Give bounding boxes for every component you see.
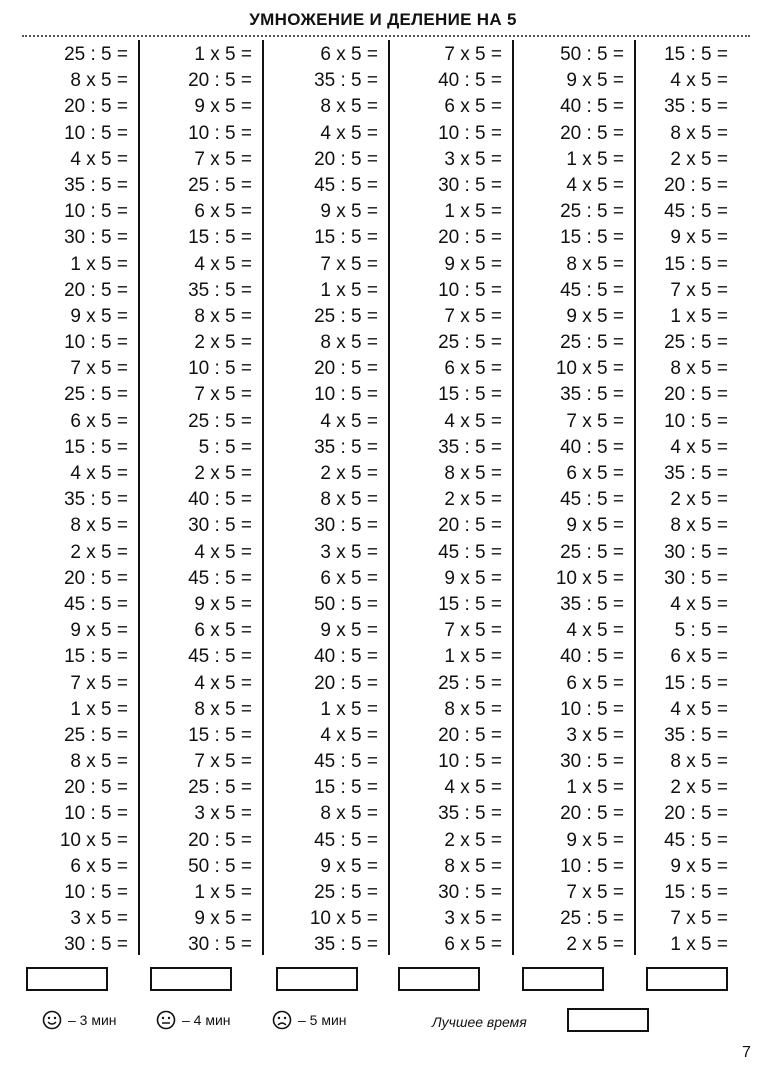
exercise-item: 25 : 5 = — [438, 332, 502, 354]
exercise-item: 9 x 5 = — [194, 593, 252, 615]
exercise-item: 4 x 5 = — [444, 410, 502, 432]
exercise-item: 25 : 5 = — [560, 908, 624, 930]
exercise-item: 6 x 5 = — [320, 44, 378, 65]
exercise-item: 50 : 5 = — [188, 855, 252, 877]
exercise-item: 6 x 5 = — [444, 96, 502, 118]
exercise-item: 45 : 5 = — [314, 751, 378, 773]
exercise-item: 2 x 5 = — [670, 148, 728, 170]
exercise-item: 2 x 5 = — [670, 489, 728, 511]
exercise-item: 45 : 5 = — [314, 174, 378, 196]
smiley-happy-icon — [42, 1010, 62, 1030]
time-answer-box-3[interactable] — [276, 967, 358, 991]
exercise-item: 3 x 5 = — [194, 803, 252, 825]
exercise-item: 40 : 5 = — [314, 646, 378, 668]
exercise-item: 1 x 5 = — [670, 934, 728, 956]
exercise-item: 8 x 5 = — [70, 70, 128, 92]
exercise-item: 9 x 5 = — [320, 855, 378, 877]
exercise-item: 9 x 5 = — [320, 620, 378, 642]
exercise-item: 4 x 5 = — [70, 463, 128, 484]
exercise-item: 40 : 5 = — [560, 96, 624, 118]
exercise-item: 20 : 5 = — [438, 724, 502, 746]
exercise-item: 10 x 5 = — [59, 829, 128, 851]
exercise-item: 10 : 5 = — [438, 751, 502, 773]
exercise-item: 6 x 5 = — [194, 201, 252, 223]
exercise-item: 10 : 5 = — [560, 698, 624, 720]
exercise-item: 4 x 5 = — [320, 724, 378, 746]
exercise-item: 1 x 5 = — [566, 148, 624, 170]
exercise-item: 20 : 5 = — [64, 96, 128, 118]
legend-label-3-min: – 3 мин — [68, 1012, 117, 1028]
exercise-item: 5 : 5 = — [198, 436, 252, 458]
best-time-label: Лучшее время — [432, 1014, 527, 1030]
exercise-item: 8 x 5 = — [444, 463, 502, 484]
exercise-item: 4 x 5 = — [320, 122, 378, 144]
exercise-item: 30 : 5 = — [438, 174, 502, 196]
exercise-item: 20 : 5 = — [314, 148, 378, 170]
exercise-item: 10 x 5 = — [309, 908, 378, 930]
exercise-item: 35 : 5 = — [64, 489, 128, 511]
exercise-item: 15 : 5 = — [64, 646, 128, 668]
exercise-item: 25 : 5 = — [438, 672, 502, 694]
exercise-column-6 — [636, 40, 740, 955]
exercise-item: 7 x 5 = — [194, 384, 252, 406]
exercise-item: 8 x 5 = — [444, 698, 502, 720]
exercise-item: 3 x 5 = — [320, 541, 378, 563]
exercise-item: 25 : 5 = — [314, 305, 378, 327]
exercise-item: 10 : 5 = — [64, 201, 128, 223]
exercise-item: 2 x 5 = — [70, 541, 128, 563]
exercise-column-2 — [140, 40, 264, 955]
exercise-item: 8 x 5 = — [566, 253, 624, 275]
exercise-item: 8 x 5 = — [194, 305, 252, 327]
exercise-item: 15 : 5 = — [438, 593, 502, 615]
exercise-item: 25 : 5 = — [560, 201, 624, 223]
exercise-item: 25 : 5 = — [188, 777, 252, 799]
exercise-item: 6 x 5 = — [194, 620, 252, 642]
exercise-item: 6 x 5 = — [566, 463, 624, 484]
exercise-item: 6 x 5 = — [444, 358, 502, 380]
exercise-item: 20 : 5 = — [438, 227, 502, 249]
exercise-item: 15 : 5 = — [188, 724, 252, 746]
exercise-item: 45 : 5 = — [64, 593, 128, 615]
exercise-item: 1 x 5 = — [566, 777, 624, 799]
exercise-item: 45 : 5 = — [188, 567, 252, 589]
exercise-item: 7 x 5 = — [194, 148, 252, 170]
exercise-item: 15 : 5 = — [314, 777, 378, 799]
exercise-item: 35 : 5 = — [560, 593, 624, 615]
exercise-item: 20 : 5 = — [664, 384, 728, 406]
exercise-item: 3 x 5 = — [444, 908, 502, 930]
exercise-item: 4 x 5 = — [320, 410, 378, 432]
exercise-item: 45 : 5 = — [664, 201, 728, 223]
exercise-item: 4 x 5 = — [566, 174, 624, 196]
exercise-item: 9 x 5 = — [444, 253, 502, 275]
exercise-item: 35 : 5 = — [664, 463, 728, 484]
time-answer-box-4[interactable] — [398, 967, 480, 991]
exercise-item: 4 x 5 = — [670, 593, 728, 615]
exercise-item: 30 : 5 = — [314, 515, 378, 537]
exercise-item: 7 x 5 = — [444, 305, 502, 327]
exercise-item: 9 x 5 = — [70, 620, 128, 642]
exercise-item: 10 : 5 = — [188, 122, 252, 144]
exercise-item: 10 : 5 = — [664, 410, 728, 432]
exercise-item: 40 : 5 = — [438, 70, 502, 92]
exercise-item: 6 x 5 = — [320, 567, 378, 589]
exercise-item: 10 : 5 = — [64, 882, 128, 903]
exercise-item: 8 x 5 = — [670, 122, 728, 144]
exercise-item: 30 : 5 = — [64, 934, 128, 956]
legend-label-4-min: – 4 мин — [182, 1012, 231, 1028]
exercise-item: 4 x 5 = — [670, 70, 728, 92]
exercise-column-4 — [390, 40, 514, 955]
exercise-item: 10 : 5 = — [314, 384, 378, 406]
exercise-item: 35 : 5 = — [188, 279, 252, 301]
exercise-item: 6 x 5 = — [566, 672, 624, 694]
exercise-item: 2 x 5 = — [194, 463, 252, 484]
exercise-item: 30 : 5 = — [664, 567, 728, 589]
exercise-columns — [0, 40, 766, 955]
exercise-item: 6 x 5 = — [444, 934, 502, 956]
exercise-item: 15 : 5 = — [438, 384, 502, 406]
exercise-item: 20 : 5 = — [314, 672, 378, 694]
exercise-item: 20 : 5 = — [188, 829, 252, 851]
exercise-item: 4 x 5 = — [70, 148, 128, 170]
exercise-item: 25 : 5 = — [314, 882, 378, 903]
exercise-item: 1 x 5 = — [70, 698, 128, 720]
exercise-item: 10 : 5 = — [64, 122, 128, 144]
exercise-item: 3 x 5 = — [70, 908, 128, 930]
exercise-item: 6 x 5 = — [70, 855, 128, 877]
exercise-item: 45 : 5 = — [438, 541, 502, 563]
exercise-item: 10 : 5 = — [438, 279, 502, 301]
exercise-item: 4 x 5 = — [194, 541, 252, 563]
exercise-item: 9 x 5 = — [566, 305, 624, 327]
exercise-item: 20 : 5 = — [64, 777, 128, 799]
exercise-item: 3 x 5 = — [444, 148, 502, 170]
exercise-item: 7 x 5 = — [444, 620, 502, 642]
title-dotted-rule — [22, 35, 750, 37]
exercise-item: 45 : 5 = — [560, 489, 624, 511]
best-time-box[interactable] — [567, 1008, 649, 1032]
exercise-item: 2 x 5 = — [320, 463, 378, 484]
exercise-item: 50 : 5 = — [560, 44, 624, 65]
exercise-item: 35 : 5 = — [314, 70, 378, 92]
time-answer-box-6[interactable] — [646, 967, 728, 991]
time-answer-box-1[interactable] — [26, 967, 108, 991]
exercise-item: 20 : 5 = — [560, 122, 624, 144]
exercise-item: 20 : 5 = — [664, 803, 728, 825]
exercise-item: 25 : 5 = — [560, 332, 624, 354]
smiley-neutral-icon — [156, 1010, 176, 1030]
time-answer-box-2[interactable] — [150, 967, 232, 991]
exercise-item: 9 x 5 = — [670, 227, 728, 249]
exercise-item: 25 : 5 = — [64, 724, 128, 746]
exercise-item: 4 x 5 = — [670, 698, 728, 720]
exercise-item: 1 x 5 = — [320, 698, 378, 720]
exercise-item: 4 x 5 = — [444, 777, 502, 799]
exercise-item: 7 x 5 = — [566, 410, 624, 432]
exercise-item: 20 : 5 = — [438, 515, 502, 537]
exercise-item: 2 x 5 = — [566, 934, 624, 956]
exercise-item: 10 x 5 = — [555, 567, 624, 589]
exercise-item: 1 x 5 = — [194, 44, 252, 65]
exercise-item: 8 x 5 = — [670, 358, 728, 380]
exercise-item: 2 x 5 = — [670, 777, 728, 799]
exercise-item: 1 x 5 = — [444, 646, 502, 668]
exercise-item: 35 : 5 = — [664, 96, 728, 118]
exercise-item: 7 x 5 = — [670, 279, 728, 301]
exercise-item: 20 : 5 = — [664, 174, 728, 196]
exercise-item: 1 x 5 = — [320, 279, 378, 301]
exercise-item: 20 : 5 = — [64, 279, 128, 301]
exercise-item: 25 : 5 = — [664, 332, 728, 354]
exercise-item: 6 x 5 = — [670, 646, 728, 668]
exercise-item: 9 x 5 = — [670, 855, 728, 877]
exercise-item: 40 : 5 = — [560, 436, 624, 458]
exercise-item: 35 : 5 = — [314, 934, 378, 956]
page-number: 7 — [742, 1044, 751, 1061]
exercise-item: 7 x 5 = — [566, 882, 624, 903]
exercise-item: 20 : 5 = — [188, 70, 252, 92]
exercise-item: 9 x 5 = — [566, 515, 624, 537]
exercise-item: 8 x 5 = — [70, 751, 128, 773]
exercise-item: 3 x 5 = — [566, 724, 624, 746]
exercise-item: 8 x 5 = — [320, 803, 378, 825]
exercise-item: 1 x 5 = — [670, 305, 728, 327]
time-legend — [0, 1008, 766, 1038]
exercise-item: 10 x 5 = — [555, 358, 624, 380]
exercise-item: 4 x 5 = — [566, 620, 624, 642]
exercise-item: 35 : 5 = — [560, 384, 624, 406]
exercise-item: 30 : 5 = — [188, 934, 252, 956]
exercise-item: 35 : 5 = — [64, 174, 128, 196]
exercise-item: 10 : 5 = — [560, 855, 624, 877]
exercise-column-1 — [18, 40, 140, 955]
exercise-item: 10 : 5 = — [64, 803, 128, 825]
exercise-item: 9 x 5 = — [566, 70, 624, 92]
exercise-item: 25 : 5 = — [188, 410, 252, 432]
exercise-item: 15 : 5 = — [314, 227, 378, 249]
exercise-item: 9 x 5 = — [444, 567, 502, 589]
exercise-item: 45 : 5 = — [560, 279, 624, 301]
exercise-item: 10 : 5 = — [64, 332, 128, 354]
exercise-item: 30 : 5 = — [438, 882, 502, 903]
exercise-item: 45 : 5 = — [188, 646, 252, 668]
exercise-item: 7 x 5 = — [194, 751, 252, 773]
exercise-item: 30 : 5 = — [64, 227, 128, 249]
exercise-item: 40 : 5 = — [188, 489, 252, 511]
exercise-item: 7 x 5 = — [70, 672, 128, 694]
exercise-item: 8 x 5 = — [320, 489, 378, 511]
exercise-item: 45 : 5 = — [314, 829, 378, 851]
exercise-item: 25 : 5 = — [560, 541, 624, 563]
exercise-item: 1 x 5 = — [444, 201, 502, 223]
exercise-item: 5 : 5 = — [674, 620, 728, 642]
exercise-item: 15 : 5 = — [560, 227, 624, 249]
exercise-item: 10 : 5 = — [188, 358, 252, 380]
exercise-item: 15 : 5 = — [664, 882, 728, 903]
legend-label-5-min: – 5 мин — [298, 1012, 347, 1028]
exercise-item: 15 : 5 = — [64, 436, 128, 458]
exercise-item: 8 x 5 = — [70, 515, 128, 537]
exercise-item: 25 : 5 = — [64, 44, 128, 65]
smiley-sad-icon — [272, 1010, 292, 1030]
exercise-item: 4 x 5 = — [194, 253, 252, 275]
exercise-item: 9 x 5 = — [320, 201, 378, 223]
exercise-item: 30 : 5 = — [560, 751, 624, 773]
time-answer-box-5[interactable] — [522, 967, 604, 991]
exercise-item: 7 x 5 = — [320, 253, 378, 275]
exercise-item: 15 : 5 = — [664, 253, 728, 275]
exercise-item: 7 x 5 = — [70, 358, 128, 380]
exercise-item: 7 x 5 = — [670, 908, 728, 930]
exercise-item: 9 x 5 = — [70, 305, 128, 327]
exercise-item: 35 : 5 = — [664, 724, 728, 746]
exercise-item: 15 : 5 = — [664, 672, 728, 694]
exercise-item: 45 : 5 = — [664, 829, 728, 851]
exercise-item: 6 x 5 = — [70, 410, 128, 432]
exercise-item: 9 x 5 = — [566, 829, 624, 851]
exercise-item: 8 x 5 = — [670, 515, 728, 537]
page-title: УМНОЖЕНИЕ И ДЕЛЕНИЕ НА 5 — [249, 10, 517, 29]
exercise-item: 4 x 5 = — [670, 436, 728, 458]
exercise-item: 25 : 5 = — [188, 174, 252, 196]
exercise-item: 20 : 5 = — [64, 567, 128, 589]
exercise-item: 15 : 5 = — [664, 44, 728, 65]
exercise-item: 2 x 5 = — [444, 829, 502, 851]
exercise-item: 8 x 5 = — [670, 751, 728, 773]
exercise-item: 2 x 5 = — [194, 332, 252, 354]
exercise-item: 35 : 5 = — [438, 803, 502, 825]
exercise-item: 9 x 5 = — [194, 96, 252, 118]
exercise-item: 8 x 5 = — [194, 698, 252, 720]
exercise-item: 2 x 5 = — [444, 489, 502, 511]
exercise-item: 35 : 5 = — [438, 436, 502, 458]
exercise-item: 20 : 5 = — [560, 803, 624, 825]
exercise-item: 4 x 5 = — [194, 672, 252, 694]
exercise-item: 7 x 5 = — [444, 44, 502, 65]
exercise-item: 30 : 5 = — [664, 541, 728, 563]
exercise-item: 25 : 5 = — [64, 384, 128, 406]
exercise-item: 8 x 5 = — [320, 96, 378, 118]
exercise-item: 1 x 5 = — [194, 882, 252, 903]
exercise-item: 8 x 5 = — [320, 332, 378, 354]
exercise-item: 35 : 5 = — [314, 436, 378, 458]
exercise-item: 50 : 5 = — [314, 593, 378, 615]
exercise-column-5 — [514, 40, 636, 955]
exercise-item: 9 x 5 = — [194, 908, 252, 930]
exercise-item: 10 : 5 = — [438, 122, 502, 144]
exercise-column-3 — [264, 40, 390, 955]
exercise-item: 20 : 5 = — [314, 358, 378, 380]
exercise-item: 8 x 5 = — [444, 855, 502, 877]
exercise-item: 15 : 5 = — [188, 227, 252, 249]
exercise-item: 30 : 5 = — [188, 515, 252, 537]
exercise-item: 40 : 5 = — [560, 646, 624, 668]
exercise-item: 1 x 5 = — [70, 253, 128, 275]
